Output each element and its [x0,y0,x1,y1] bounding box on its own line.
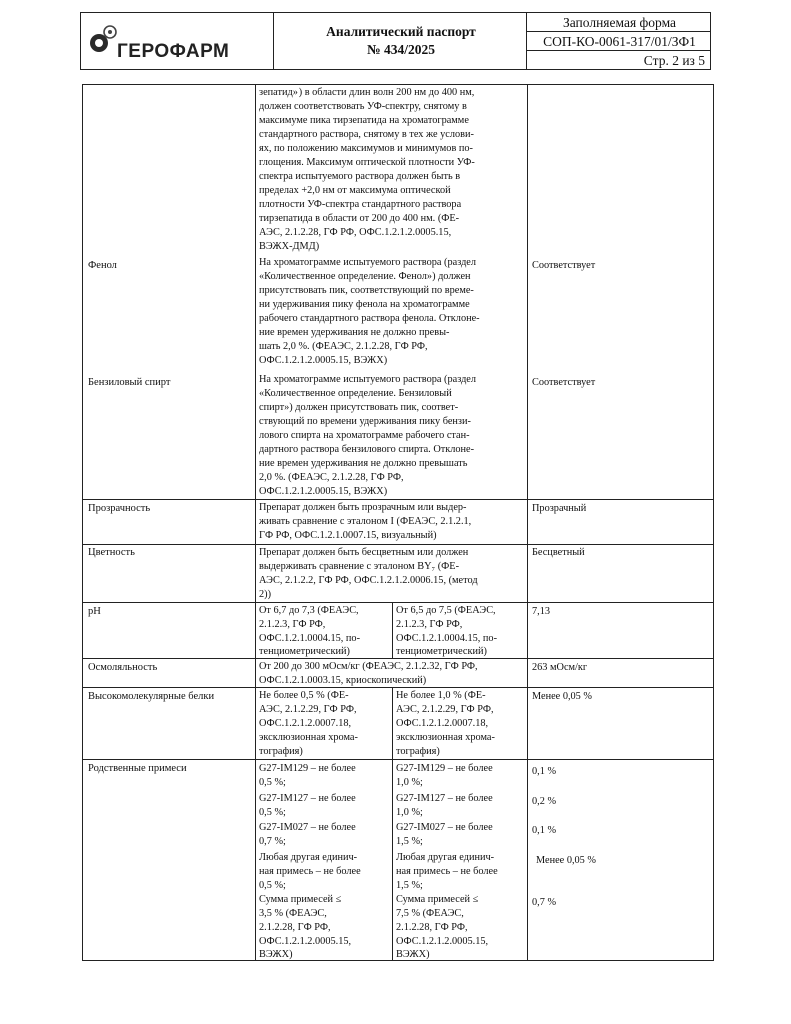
page-number: Стр. 2 из 5 [643,53,705,68]
spec-line: ГФ РФ, ОФС.1.2.1.0007.15, визуальный) [259,530,437,541]
spec-line: ни удерживания пику фенола на хроматограмме [259,299,470,310]
spec-line: глощения. Максимум оптической плотности УФ- [259,157,475,168]
spec-line: эксклюзионная хрома- [259,732,358,743]
spec-line: 0,5 %; [259,807,286,818]
spec-line: «Количественное определение. Бензиловый [259,388,452,399]
grid-line [82,602,714,603]
header-form-code-cell [526,31,711,51]
spec-line: 7,5 % (ФЕАЭС, [396,908,464,919]
row-result: 0,2 % [532,796,557,807]
spec-line: Любая другая единич- [259,852,358,863]
spec-line: На хроматограмме испытуемого раствора (раздел [259,374,477,385]
spec-line: ОФС.1.2.1.0004.15, по- [396,633,498,644]
spec-line: пределах +2,0 нм от максимума оптической [259,185,451,196]
spec-line: ОФС.1.2.1.2.0005.15, [259,936,352,947]
header-title-cell [273,12,527,70]
spec-line: 0,7 %; [259,836,286,847]
row-result: Прозрачный [532,503,587,514]
spec-line: должен соответствовать УФ-спектру, снятому в [259,101,467,112]
grid-line [392,687,393,960]
row-result: Соответствует [532,260,596,271]
spec-line: 3,5 % (ФЕАЭС, [259,908,327,919]
row-label: Родственные примеси [88,763,187,774]
spec-line: ОФС.1.2.1.2.0005.15, ВЭЖХ) [259,486,388,497]
grid-line [713,84,714,960]
row-label: pH [88,606,101,617]
document-title: Аналитический паспорт [326,24,476,39]
header-form-label-cell [526,12,711,32]
grid-line [82,84,83,960]
spec-line: ние времен удерживания не должно превы- [259,327,450,338]
spec-line: ная примесь – не более [259,866,361,877]
spec-line: 2,0 %. (ФЕАЭС, 2.1.2.28, ГФ РФ, [259,472,404,483]
spec-line: Не более 0,5 % (ФЕ- [259,690,349,701]
form-code: СОП-КО-0061-317/01/ЗФ1 [543,34,696,49]
spec-line: 2)) [259,589,272,600]
spec-line: G27-IM127 – не более [259,793,356,804]
spec-line: 0,5 %; [259,880,286,891]
grid-line [82,544,714,545]
spec-line: спирт») должен присутствовать пик, соответ- [259,402,459,413]
row-label: Прозрачность [88,503,151,514]
row-result: 0,1 % [532,825,557,836]
spec-line: АЭС, 2.1.2.29, ГФ РФ, [259,704,357,715]
spec-line: ОФС.1.2.1.0004.15, по- [259,633,361,644]
spec-line: ние времен удерживания не должно превышать [259,458,468,469]
grid-line [255,84,256,960]
spec-line: ВЭЖХ) [259,949,293,960]
row-label: Высокомолекулярные белки [88,691,215,702]
row-label: Осмоляльность [88,662,158,673]
company-name: ГЕРОФАРМ [117,41,230,62]
spec-line: АЭС, 2.1.2.28, ГФ РФ, ОФС.1.2.1.2.0005.15, [259,227,452,238]
row-result: Менее 0,05 % [532,691,592,702]
spec-line: ная примесь – не более [396,866,498,877]
spec-line: 0,5 %; [259,777,286,788]
spec-line: тенциометрический) [259,646,350,657]
spec-line: тография) [396,746,440,757]
spec-line: живать сравнение с эталоном I (ФЕАЭС, 2.1.2.1, [259,516,472,527]
row-label: Фенол [88,260,117,271]
spec-line: стандартного раствора, снятому в тех же услови- [259,129,474,140]
spec-line: Препарат должен быть бесцветным или должен [259,547,469,558]
spec-line: лового спирта на хроматограмме рабочего стан- [259,430,470,441]
spec-line: ОФС.1.2.1.0003.15, криоскопический) [259,675,427,686]
spec-line: тирзепатида в области от 200 до 400 нм. (ФЕ- [259,213,460,224]
spec-line: АЭС, 2.1.2.29, ГФ РФ, [396,704,494,715]
grid-line [392,602,393,658]
spec-line: присутствовать пик, соответствующий по време- [259,285,474,296]
form-label: Заполняемая форма [562,15,677,30]
spec-line: рабочего стандартного раствора фенола. Отклоне- [259,313,480,324]
row-label: Бензиловый спирт [88,377,171,388]
spec-line: тенциометрический) [396,646,487,657]
row-result: 0,7 % [532,897,557,908]
spec-line: G27-IM027 – не более [396,822,493,833]
spec-line: 2.1.2.3, ГФ РФ, [259,619,326,630]
spec-line: зепатид» ) в области длин волн 200 нм до 400 нм, [259,87,475,98]
grid-line [82,759,714,760]
spec-line: На хроматограмме испытуемого раствора (раздел [259,257,477,268]
spec-line: эксклюзионная хрома- [396,732,495,743]
row-result: Бесцветный [532,547,585,558]
spec-line: Сумма примесей ≤ [396,894,479,905]
grid-line [82,499,714,500]
row-result: 263 мОсм/кг [532,662,588,673]
header-logo-cell [80,12,274,70]
grid-line [82,84,714,85]
grid-line [527,84,528,960]
row-result: 0,1 % [532,766,557,777]
spec-line: ОФС.1.2.1.2.0005.15, ВЭЖХ) [259,355,388,366]
spec-line: максимуме пика тирзепатида на хроматограмме [259,115,469,126]
header-page-cell [526,50,711,70]
spec-line: плотности УФ-спектра стандартного раствора [259,199,462,210]
spec-line: G27-IM027 – не более [259,822,356,833]
spec-line: 1,5 %; [396,880,423,891]
spec-line: Препарат должен быть прозрачным или выдер- [259,502,467,513]
spec-line: ВЭЖХ-ДМД) [259,241,320,252]
spec-line: G27-IM127 – не более [396,793,493,804]
spec-line: Не более 1,0 % (ФЕ- [396,690,486,701]
spec-line: 1,0 %; [396,777,423,788]
document-number: № 434/2025 [367,42,435,57]
spec-line: ОФС.1.2.1.2.0007.18, [259,718,352,729]
spec-line: От 6,7 до 7,3 (ФЕАЭС, [259,605,359,616]
row-result: Менее 0,05 % [536,855,596,866]
spec-line: выдерживать сравнение с эталоном BY₇ (ФЕ- [259,561,459,572]
spec-line: АЭС, 2.1.2.2, ГФ РФ, ОФС.1.2.1.2.0006.15, (метод [259,575,478,586]
spec-line: ях, по положению максимумов и минимумов по- [259,143,473,154]
spec-line: От 6,5 до 7,5 (ФЕАЭС, [396,605,496,616]
spec-line: «Количественное определение. Фенол») должен [259,271,471,282]
row-result: Соответствует [532,377,596,388]
spec-line: G27-IM129 – не более [396,763,493,774]
spec-line: тография) [259,746,303,757]
spec-line: 1,0 %; [396,807,423,818]
spec-line: ВЭЖХ) [396,949,430,960]
spec-line: От 200 до 300 мОсм/кг (ФЕАЭС, 2.1.2.32, ГФ РФ, [259,661,478,672]
spec-line: спектра испытуемого раствора должен быть в [259,171,461,182]
spec-line: 2.1.2.28, ГФ РФ, [396,922,468,933]
spec-line: ствующий по времени удерживания пику бензи- [259,416,471,427]
spec-line: 1,5 %; [396,836,423,847]
spec-line: ОФС.1.2.1.2.0005.15, [396,936,489,947]
spec-line: 2.1.2.28, ГФ РФ, [259,922,331,933]
spec-line: ОФС.1.2.1.2.0007.18, [396,718,489,729]
row-result: 7,13 [532,606,551,617]
gerofarm-logo-icon [87,23,121,57]
spec-line: Сумма примесей ≤ [259,894,342,905]
spec-line: G27-IM129 – не более [259,763,356,774]
spec-line: шать 2,0 %. (ФЕАЭС, 2.1.2.28, ГФ РФ, [259,341,428,352]
spec-line: 2.1.2.3, ГФ РФ, [396,619,463,630]
spec-line: Любая другая единич- [396,852,495,863]
spec-line: дартного раствора бензилового спирта. Отклоне- [259,444,475,455]
row-label: Цветность [88,547,135,558]
